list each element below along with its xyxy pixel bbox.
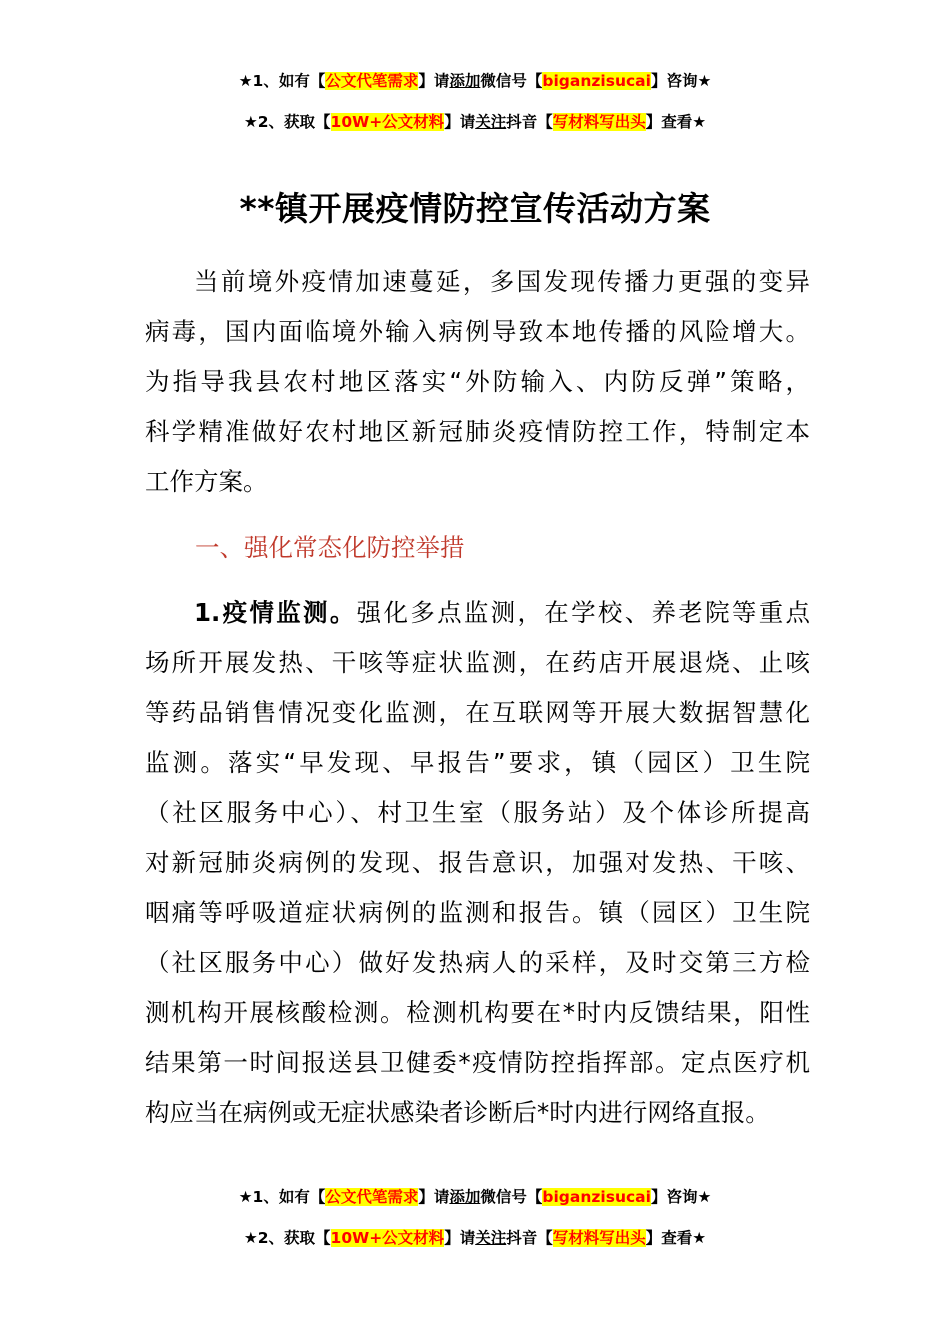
promo-text: 】请	[418, 72, 450, 90]
paragraph-line: （社区服务中心）做好发热病人的采样，及时交第三方检	[145, 948, 810, 977]
promo-text: 抖音【	[506, 1229, 553, 1247]
intro-paragraph	[145, 257, 810, 507]
promo-text: 抖音【	[506, 113, 553, 131]
paragraph-line: 为指导我县农村地区落实“外防输入、内防反弹”策略，	[145, 367, 810, 396]
promo-text: 】咨询★	[650, 1188, 712, 1206]
promo-underline: 关注	[475, 1229, 507, 1247]
promo-text: ★1、如有【	[238, 1188, 326, 1206]
promo-text: 微信号【	[480, 72, 543, 90]
promo-wechat-id: biganzisucai	[542, 72, 651, 90]
promo-highlight: 公文代笔需求	[325, 72, 419, 90]
promo-text: 】查看★	[645, 113, 707, 131]
item-1-paragraph	[145, 588, 810, 1138]
paragraph-text: 强化多点监测，在学校、养老院等重点	[356, 598, 810, 627]
promo-highlight: 10W+公文材料	[330, 1229, 445, 1247]
promo-douyin-id: 写材料写出头	[552, 113, 646, 131]
document-title: **镇开展疫情防控宣传活动方案	[239, 189, 711, 228]
promo-text: 】咨询★	[650, 72, 712, 90]
paragraph-line: 科学精准做好农村地区新冠肺炎疫情防控工作，特制定本	[145, 417, 810, 446]
promo-highlight: 公文代笔需求	[325, 1188, 419, 1206]
paragraph-line: 结果第一时间报送县卫健委*疫情防控指挥部。定点医疗机	[145, 1048, 810, 1077]
section-heading: 一、强化常态化防控举措	[195, 533, 465, 562]
paragraph-line: 场所开展发热、干咳等症状监测，在药店开展退烧、止咳	[145, 648, 810, 677]
paragraph-line: 等药品销售情况变化监测，在互联网等开展大数据智慧化	[145, 698, 810, 727]
promo-line-1-top	[0, 70, 950, 92]
paragraph-first-line	[145, 588, 810, 638]
promo-text: 】请	[418, 1188, 450, 1206]
promo-underline: 添加	[449, 1188, 481, 1206]
promo-douyin-id: 写材料写出头	[552, 1229, 646, 1247]
paragraph-line: 监测。落实“早发现、早报告”要求，镇（园区）卫生院	[145, 748, 810, 777]
promo-text: 】请	[444, 113, 476, 131]
promo-text: ★1、如有【	[238, 72, 326, 90]
promo-text: ★2、获取【	[243, 1229, 331, 1247]
paragraph-line: 工作方案。	[145, 467, 268, 496]
promo-line-2-bottom	[0, 1227, 950, 1249]
item-label: 1.疫情监测。	[194, 598, 357, 627]
promo-text: 】查看★	[645, 1229, 707, 1247]
paragraph-line: 咽痛等呼吸道症状病例的监测和报告。镇（园区）卫生院	[145, 898, 810, 927]
promo-line-2-top	[0, 111, 950, 133]
promo-highlight: 10W+公文材料	[330, 113, 445, 131]
paragraph-line: 当前境外疫情加速蔓延，多国发现传播力更强的变异	[194, 267, 810, 296]
promo-wechat-id: biganzisucai	[542, 1188, 651, 1206]
promo-text: ★2、获取【	[243, 113, 331, 131]
paragraph-line: 对新冠肺炎病例的发现、报告意识，加强对发热、干咳、	[145, 848, 810, 877]
promo-text: 微信号【	[480, 1188, 543, 1206]
promo-text: 】请	[444, 1229, 476, 1247]
paragraph-line: 测机构开展核酸检测。检测机构要在*时内反馈结果，阳性	[145, 998, 810, 1027]
promo-line-1-bottom	[0, 1186, 950, 1208]
paragraph-line: 构应当在病例或无症状感染者诊断后*时内进行网络直报。	[145, 1098, 770, 1127]
paragraph-line: （社区服务中心）、村卫生室（服务站）及个体诊所提高	[145, 798, 810, 827]
paragraph-line: 病毒，国内面临境外输入病例导致本地传播的风险增大。	[145, 317, 810, 346]
promo-underline: 关注	[475, 113, 507, 131]
promo-underline: 添加	[449, 72, 481, 90]
